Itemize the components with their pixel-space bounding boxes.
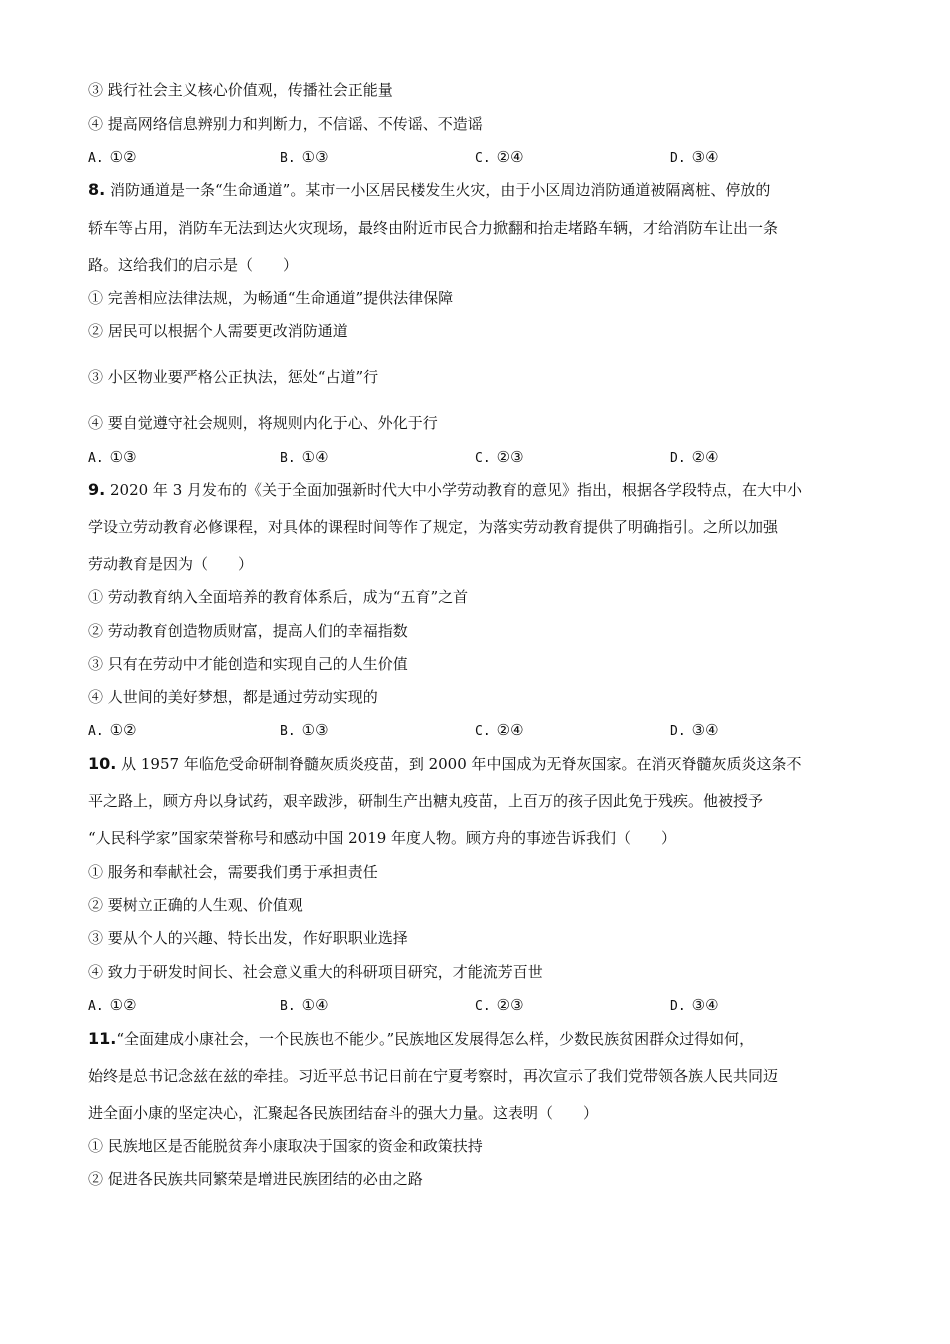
q8-option-b[interactable]: B. ①④ [280,448,329,466]
q7-option-b[interactable]: B. ①③ [280,148,329,166]
q9-option-c[interactable]: C. ②④ [475,721,524,739]
q7-item-3: ③ 践行社会主义核心价值观，传播社会正能量 [88,81,393,99]
q9-stem-line-1: 9. 2020 年 3 月发布的《关于全面加强新时代大中小学劳动教育的意见》指出，根据各学段特点，在大中小 [88,480,803,499]
q8-stem-line-1: 8. 消防通道是一条“生命通道”。某市一小区居民楼发生火灾，由于小区周边消防通道被隔离桩、停放的 [88,180,771,199]
q10-stem-line-2: 平之路上，顾方舟以身试药，艰辛跋涉，研制生产出糖丸疫苗，上百万的孩子因此免于残疾。他被授予 [88,792,764,810]
q7-options [88,147,868,167]
q10-item-3: ③ 要从个人的兴趣、特长出发，作好职职业选择 [88,929,408,947]
q10-option-b[interactable]: B. ①④ [280,996,329,1014]
q9-item-3: ③ 只有在劳动中才能创造和实现自己的人生价值 [88,655,408,673]
q10-option-c[interactable]: C. ②③ [475,996,524,1014]
q7-option-a[interactable]: A. ①② [88,148,137,166]
q9-item-2: ② 劳动教育创造物质财富，提高人们的幸福指数 [88,622,408,640]
q8-stem-line-2: 轿车等占用，消防车无法到达火灾现场，最终由附近市民合力掀翻和抬走堵路车辆，才给消防车让出一条 [88,219,779,237]
q9-item-1: ① 劳动教育纳入全面培养的教育体系后，成为“五育”之首 [88,588,469,606]
q8-item-4: ④ 要自觉遵守社会规则，将规则内化于心、外化于行 [88,414,438,432]
q10-option-a[interactable]: A. ①② [88,996,137,1014]
q9-option-b[interactable]: B. ①③ [280,721,329,739]
q9-number: 9. [88,480,106,499]
q11-stem-line-1: 11.“全面建成小康社会，一个民族也不能少。”民族地区发展得怎么样，少数民族贫困群众过得如何， [88,1029,755,1048]
q10-option-d[interactable]: D. ③④ [670,996,719,1014]
q11-number: 11. [88,1029,117,1048]
q10-number: 10. [88,754,117,773]
q11-stem-line-3: 进全面小康的坚定决心，汇聚起各民族团结奋斗的强大力量。这表明（ ） [88,1104,599,1122]
q9-stem-line-3: 劳动教育是因为（ ） [88,555,254,573]
q8-item-1: ① 完善相应法律法规，为畅通“生命通道”提供法律保障 [88,289,454,307]
q8-options [88,447,868,467]
q9-stem-line-2: 学设立劳动教育必修课程，对具体的课程时间等作了规定，为落实劳动教育提供了明确指引。之所以加强 [88,518,779,536]
q10-item-1: ① 服务和奉献社会，需要我们勇于承担责任 [88,863,378,881]
q9-item-4: ④ 人世间的美好梦想，都是通过劳动实现的 [88,688,378,706]
q10-item-2: ② 要树立正确的人生观、价值观 [88,896,303,914]
q10-item-4: ④ 致力于研发时间长、社会意义重大的科研项目研究，才能流芳百世 [88,963,543,981]
q8-option-d[interactable]: D. ②④ [670,448,719,466]
q7-item-4: ④ 提高网络信息辨别力和判断力，不信谣、不传谣、不造谣 [88,115,483,133]
q7-option-c[interactable]: C. ②④ [475,148,524,166]
q9-options [88,720,868,740]
q10-options [88,995,868,1015]
q7-option-d[interactable]: D. ③④ [670,148,719,166]
q8-number: 8. [88,180,106,199]
q11-stem-line-2: 始终是总书记念兹在兹的牵挂。习近平总书记日前在宁夏考察时，再次宣示了我们党带领各族人民共同迈 [88,1067,779,1085]
q8-stem-line-3: 路。这给我们的启示是（ ） [88,256,299,274]
q11-item-1: ① 民族地区是否能脱贫奔小康取决于国家的资金和政策扶持 [88,1137,483,1155]
q10-stem-line-3: “人民科学家”国家荣誉称号和感动中国 2019 年度人物。顾方舟的事迹告诉我们（ ） [88,829,677,847]
q11-item-2: ② 促进各民族共同繁荣是增进民族团结的必由之路 [88,1170,423,1188]
q8-option-c[interactable]: C. ②③ [475,448,524,466]
q8-option-a[interactable]: A. ①③ [88,448,137,466]
q8-item-3: ③ 小区物业要严格公正执法，惩处“占道”行 [88,368,379,386]
q9-option-a[interactable]: A. ①② [88,721,137,739]
q10-stem-line-1: 10. 从 1957 年临危受命研制脊髓灰质炎疫苗，到 2000 年中国成为无脊灰国家。在消灭脊髓灰质炎这条不 [88,754,802,773]
q9-option-d[interactable]: D. ③④ [670,721,719,739]
q8-item-2: ② 居民可以根据个人需要更改消防通道 [88,322,348,340]
